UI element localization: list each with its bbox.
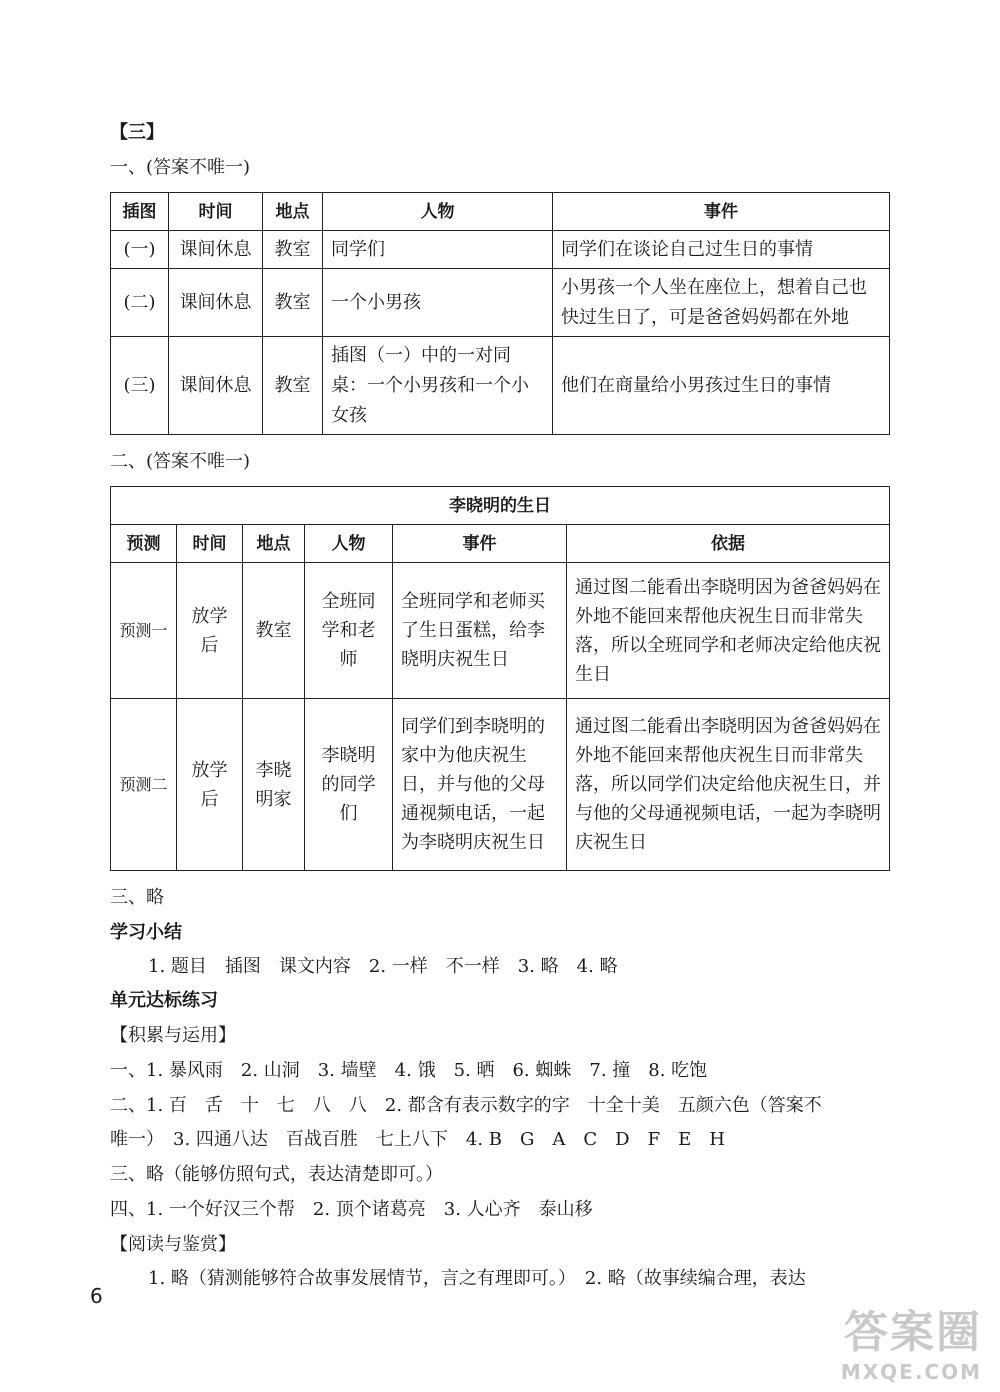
unit-heading: 单元达标练习: [110, 990, 218, 1011]
table-cell: 通过图二能看出李晓明因为爸爸妈妈在外地不能回来帮他庆祝生日而非常失落，所以全班同学和老师决定给他庆祝生日: [567, 563, 890, 699]
table-cell: 预测二: [111, 699, 177, 871]
table-cell: (一): [111, 231, 169, 269]
illustration-table: [110, 192, 890, 435]
table-header: 依据: [567, 525, 890, 563]
table-cell: 小男孩一个人坐在座位上，想着自己也快过生日了，可是爸爸妈妈都在外地: [553, 269, 890, 337]
table-cell: 他们在商量给小男孩过生日的事情: [553, 337, 890, 435]
prediction-table: [110, 486, 890, 871]
table-cell: 放学后: [177, 563, 243, 699]
question-1-title: 一、(答案不唯一): [110, 157, 251, 178]
table-cell: 课间休息: [169, 231, 263, 269]
accumulation-heading: 【积累与运用】: [110, 1025, 236, 1046]
table-header: 时间: [177, 525, 243, 563]
table-cell: 李晓明家: [243, 699, 305, 871]
table-cell: (二): [111, 269, 169, 337]
table-cell: 全班同学和老师买了生日蛋糕，给李晓明庆祝生日: [393, 563, 567, 699]
accumulation-line: 三、略（能够仿照句式，表达清楚即可。）: [110, 1164, 443, 1185]
table-header: 插图: [111, 193, 169, 231]
table-cell: 同学们在谈论自己过生日的事情: [553, 231, 890, 269]
table-cell: 教室: [263, 337, 323, 435]
table-title-row: [111, 487, 890, 525]
table-row: [111, 269, 890, 337]
table-row: [111, 563, 890, 699]
table-title: 李晓明的生日: [111, 487, 890, 525]
table-row: [111, 337, 890, 435]
accumulation-line: 四、1. 一个好汉三个帮 2. 顶个诸葛亮 3. 人心齐 泰山移: [110, 1199, 593, 1220]
accumulation-line: 二、1. 百 舌 十 七 八 八 2. 都含有表示数字的字 十全十美 五颜六色（答案不: [110, 1095, 822, 1116]
table-header: 地点: [243, 525, 305, 563]
page-number: 6: [90, 1284, 103, 1308]
table-cell: 预测一: [111, 563, 177, 699]
table-cell: 李晓明的同学们: [305, 699, 393, 871]
accumulation-line: 唯一） 3. 四通八达 百战百胜 七上八下 4. B G A C D F E H: [110, 1129, 725, 1150]
watermark: [841, 1296, 982, 1384]
reading-answers: 1. 略（猜测能够符合故事发展情节，言之有理即可。） 2. 略（故事续编合理，表达: [148, 1268, 806, 1289]
table-header: 事件: [393, 525, 567, 563]
table-cell: 插图（一）中的一对同桌：一个小男孩和一个小女孩: [323, 337, 553, 435]
table-header: 人物: [323, 193, 553, 231]
table-cell: 教室: [263, 269, 323, 337]
reading-heading: 【阅读与鉴赏】: [110, 1234, 236, 1255]
question-3: 三、略: [110, 887, 164, 908]
table-cell: 课间休息: [169, 337, 263, 435]
watermark-logo-text: 答案圈: [844, 1307, 982, 1358]
table-header-row: [111, 193, 890, 231]
summary-answers: 1. 题目 插图 课文内容 2. 一样 不一样 3. 略 4. 略: [148, 956, 618, 977]
table-cell: 一个小男孩: [323, 269, 553, 337]
table-cell: 通过图二能看出李晓明因为爸爸妈妈在外地不能回来帮他庆祝生日而非常失落，所以同学们决定给他庆祝生日，并与他的父母通视频电话，一起为李晓明庆祝生日: [567, 699, 890, 871]
watermark-url: MXQE.COM: [840, 1360, 982, 1384]
table-header: 预测: [111, 525, 177, 563]
table-cell: 同学们到李晓明的家中为他庆祝生日，并与他的父母通视频电话，一起为李晓明庆祝生日: [393, 699, 567, 871]
table-row: [111, 699, 890, 871]
table-header: 时间: [169, 193, 263, 231]
accumulation-line: 一、1. 暴风雨 2. 山洞 3. 墙壁 4. 饿 5. 晒 6. 蜘蛛 7. 撞 8. 吃饱: [110, 1060, 708, 1081]
section-heading: 【三】: [110, 122, 164, 143]
table-header: 人物: [305, 525, 393, 563]
table-cell: 同学们: [323, 231, 553, 269]
table-cell: 放学后: [177, 699, 243, 871]
table-cell: (三): [111, 337, 169, 435]
table-header: 地点: [263, 193, 323, 231]
table-header-row: [111, 525, 890, 563]
table-cell: 课间休息: [169, 269, 263, 337]
question-2-title: 二、(答案不唯一): [110, 451, 251, 472]
table-cell: 教室: [263, 231, 323, 269]
table-cell: 全班同学和老师: [305, 563, 393, 699]
table-cell: 教室: [243, 563, 305, 699]
summary-heading: 学习小结: [110, 922, 182, 943]
table-header: 事件: [553, 193, 890, 231]
table-row: [111, 231, 890, 269]
